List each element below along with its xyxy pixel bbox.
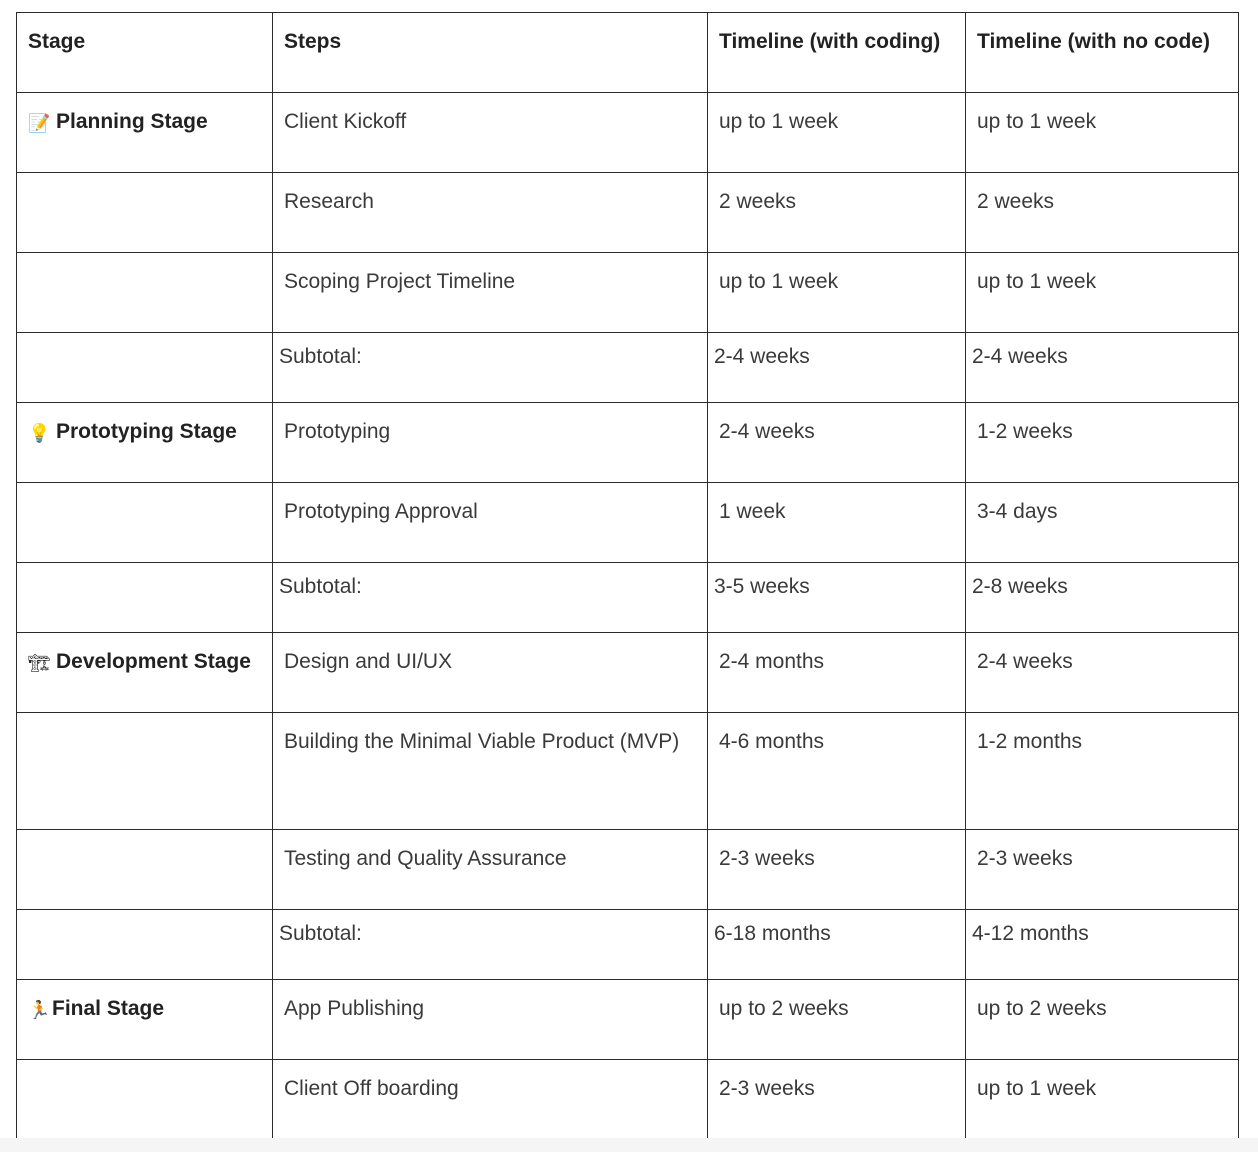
stage-label: Development Stage xyxy=(56,650,251,673)
nocode-cell: up to 1 week xyxy=(966,1060,1239,1140)
table-row xyxy=(17,830,1239,910)
stage-cell-empty xyxy=(17,910,273,980)
nocode-cell: 1-2 months xyxy=(966,713,1239,830)
stage-cell-empty xyxy=(17,563,273,633)
timeline-table xyxy=(16,12,1239,1140)
stage-cell-empty xyxy=(17,333,273,403)
coding-cell: 4-6 months xyxy=(708,713,966,830)
subtotal-label: Subtotal: xyxy=(273,910,708,980)
stage-cell-empty xyxy=(17,830,273,910)
step-cell: Prototyping Approval xyxy=(273,483,708,563)
coding-cell: 2-3 weeks xyxy=(708,830,966,910)
memo-icon: 📝 xyxy=(28,113,51,133)
table-row xyxy=(17,633,1239,713)
running-person-icon: 🏃 xyxy=(28,1000,51,1020)
nocode-cell: 3-4 days xyxy=(966,483,1239,563)
step-cell: Design and UI/UX xyxy=(273,633,708,713)
subtotal-label: Subtotal: xyxy=(273,333,708,403)
step-cell: App Publishing xyxy=(273,980,708,1060)
nocode-cell: 2-3 weeks xyxy=(966,830,1239,910)
coding-cell: 2-4 months xyxy=(708,633,966,713)
stage-cell-empty xyxy=(17,713,273,830)
subtotal-coding: 3-5 weeks xyxy=(708,563,966,633)
stage-label: Final Stage xyxy=(52,997,165,1020)
nocode-cell: 2 weeks xyxy=(966,173,1239,253)
stage-cell-empty xyxy=(17,173,273,253)
stage-label: Planning Stage xyxy=(56,110,208,133)
coding-cell: 1 week xyxy=(708,483,966,563)
coding-cell: 2-4 weeks xyxy=(708,403,966,483)
table-row xyxy=(17,93,1239,173)
subtotal-row xyxy=(17,563,1239,633)
coding-cell: up to 1 week xyxy=(708,253,966,333)
nocode-cell: 1-2 weeks xyxy=(966,403,1239,483)
stage-cell-empty xyxy=(17,1060,273,1140)
nocode-cell: 2-4 weeks xyxy=(966,633,1239,713)
subtotal-nocode: 2-4 weeks xyxy=(966,333,1239,403)
subtotal-row xyxy=(17,910,1239,980)
coding-cell: 2-3 weeks xyxy=(708,1060,966,1140)
page-bottom-strip xyxy=(0,1138,1258,1152)
stage-final xyxy=(17,980,273,1060)
step-cell: Client Kickoff xyxy=(273,93,708,173)
nocode-cell: up to 1 week xyxy=(966,253,1239,333)
subtotal-coding: 2-4 weeks xyxy=(708,333,966,403)
stage-label: Prototyping Stage xyxy=(56,420,237,443)
stage-development xyxy=(17,633,273,713)
building-construction-icon: 🏗 xyxy=(28,653,51,673)
header-stage: Stage xyxy=(17,13,273,93)
header-timeline-coding: Timeline (with coding) xyxy=(708,13,966,93)
table-row xyxy=(17,173,1239,253)
coding-cell: up to 1 week xyxy=(708,93,966,173)
step-cell: Prototyping xyxy=(273,403,708,483)
header-steps: Steps xyxy=(273,13,708,93)
nocode-cell: up to 2 weeks xyxy=(966,980,1239,1060)
subtotal-nocode: 4-12 months xyxy=(966,910,1239,980)
subtotal-nocode: 2-8 weeks xyxy=(966,563,1239,633)
stage-cell-empty xyxy=(17,483,273,563)
nocode-cell: up to 1 week xyxy=(966,93,1239,173)
step-cell: Scoping Project Timeline xyxy=(273,253,708,333)
step-cell: Testing and Quality Assurance xyxy=(273,830,708,910)
table-row xyxy=(17,713,1239,830)
table-row xyxy=(17,253,1239,333)
coding-cell: 2 weeks xyxy=(708,173,966,253)
header-timeline-no-code: Timeline (with no code) xyxy=(966,13,1239,93)
stage-prototyping xyxy=(17,403,273,483)
table-row xyxy=(17,980,1239,1060)
table-row xyxy=(17,1060,1239,1140)
stage-cell-empty xyxy=(17,253,273,333)
step-cell: Client Off boarding xyxy=(273,1060,708,1140)
table-row xyxy=(17,403,1239,483)
step-cell: Research xyxy=(273,173,708,253)
subtotal-row xyxy=(17,333,1239,403)
header-row xyxy=(17,13,1239,93)
subtotal-coding: 6-18 months xyxy=(708,910,966,980)
subtotal-label: Subtotal: xyxy=(273,563,708,633)
light-bulb-icon: 💡 xyxy=(28,423,51,443)
table-row xyxy=(17,483,1239,563)
step-cell: Building the Minimal Viable Product (MVP) xyxy=(273,713,708,830)
coding-cell: up to 2 weeks xyxy=(708,980,966,1060)
stage-planning xyxy=(17,93,273,173)
